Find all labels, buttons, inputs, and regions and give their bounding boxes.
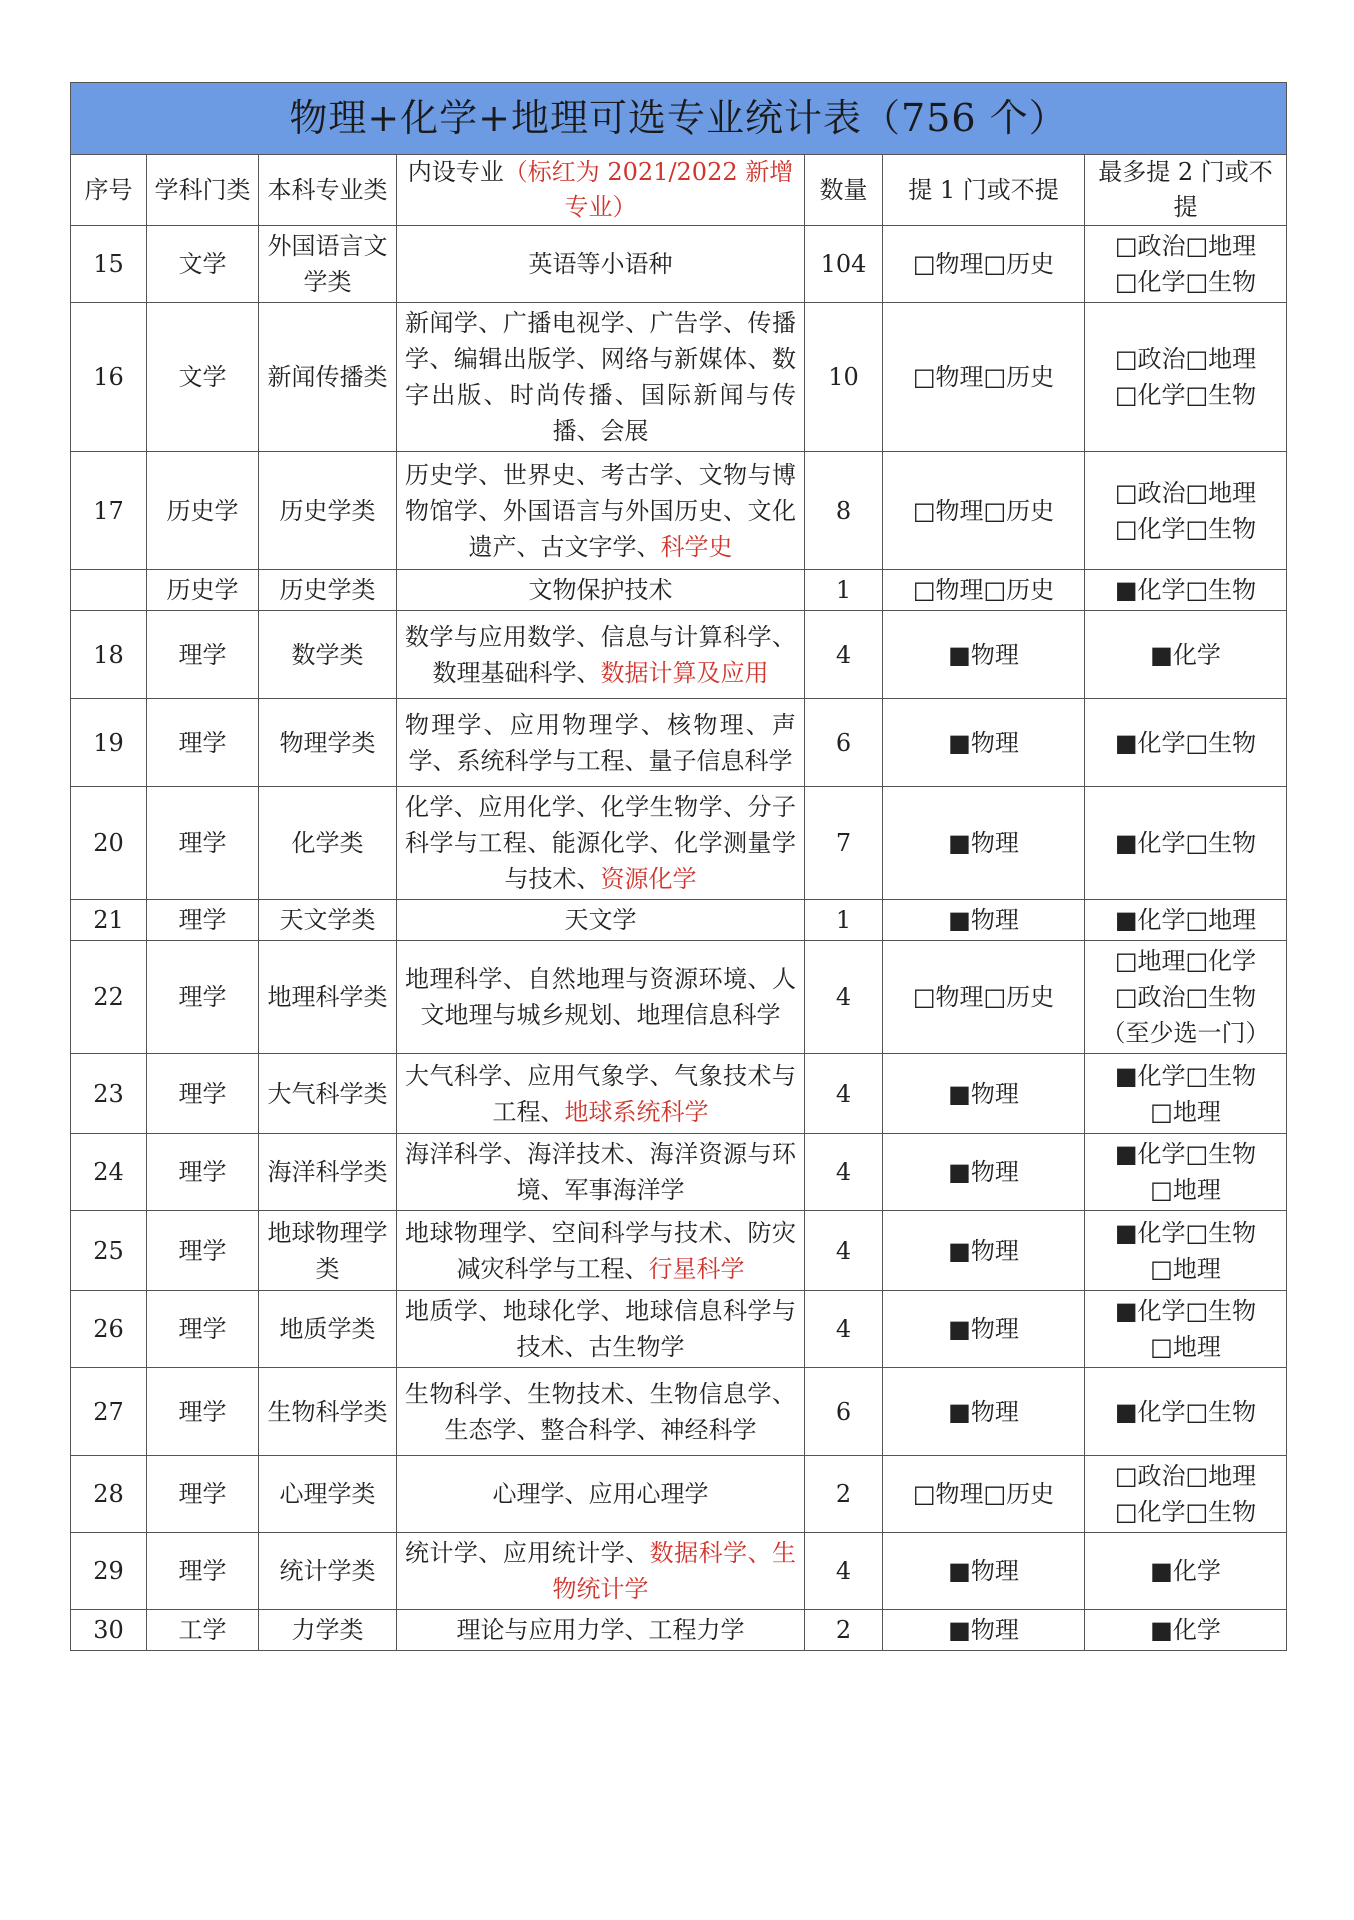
cell-detail — [397, 1054, 805, 1134]
cell-seq: 15 — [71, 226, 147, 303]
table-row — [71, 941, 1287, 1054]
table-row — [71, 1533, 1287, 1610]
cell-detail — [397, 452, 805, 570]
cell-category: 化学类 — [259, 787, 397, 900]
cell-count: 1 — [805, 900, 883, 941]
cell-req1: ■物理 — [883, 1054, 1085, 1134]
major-list-text: 新闻学、广播电视学、广告学、传播学、编辑出版学、网络与新媒体、数字出版、时尚传播、国际新闻与传播、会展 — [405, 309, 796, 445]
cell-req2 — [1085, 570, 1287, 611]
cell-req1: ■物理 — [883, 900, 1085, 941]
req2-line: ■化学□生物 — [1114, 1061, 1257, 1090]
major-list-text: 化学、应用化学、化学生物学、分子科学与工程、能源化学、化学测量学与技术、 — [405, 793, 796, 893]
req2-line: □政治□地理 — [1114, 478, 1257, 507]
req2-line: □化学□生物 — [1114, 514, 1257, 543]
major-list-text: 心理学、应用心理学 — [492, 1480, 709, 1508]
cell-discipline: 理学 — [147, 699, 259, 787]
cell-req1: □物理□历史 — [883, 226, 1085, 303]
cell-discipline: 历史学 — [147, 570, 259, 611]
cell-count: 4 — [805, 1054, 883, 1134]
cell-req1: ■物理 — [883, 787, 1085, 900]
major-list-text: 地球物理学、空间科学与技术、防灾减灾科学与工程、 — [405, 1218, 796, 1283]
cell-category: 物理学类 — [259, 699, 397, 787]
cell-req1: □物理□历史 — [883, 452, 1085, 570]
cell-discipline: 理学 — [147, 1291, 259, 1368]
cell-count: 2 — [805, 1456, 883, 1533]
cell-detail — [397, 1456, 805, 1533]
major-list-text: 物理学、应用物理学、核物理、声学、系统科学与工程、量子信息科学 — [405, 710, 796, 775]
cell-seq: 18 — [71, 611, 147, 699]
major-list-text: 地理科学、自然地理与资源环境、人文地理与城乡规划、地理信息科学 — [405, 965, 796, 1029]
table-row — [71, 1211, 1287, 1291]
cell-discipline: 工学 — [147, 1610, 259, 1651]
cell-detail — [397, 1368, 805, 1456]
cell-req2 — [1085, 303, 1287, 452]
cell-category: 生物科学类 — [259, 1368, 397, 1456]
table-row — [71, 1610, 1287, 1651]
major-list-text: 英语等小语种 — [528, 250, 673, 278]
cell-seq: 26 — [71, 1291, 147, 1368]
cell-req1: ■物理 — [883, 1211, 1085, 1291]
cell-count: 8 — [805, 452, 883, 570]
req2-line: ■化学□生物 — [1114, 1140, 1257, 1168]
major-list-text: 海洋科学、海洋技术、海洋资源与环境、军事海洋学 — [405, 1140, 796, 1204]
cell-discipline: 理学 — [147, 1211, 259, 1291]
req2-line: ■化学□生物 — [1114, 576, 1257, 604]
cell-seq: 23 — [71, 1054, 147, 1134]
cell-req1: ■物理 — [883, 1291, 1085, 1368]
cell-seq: 27 — [71, 1368, 147, 1456]
cell-seq: 30 — [71, 1610, 147, 1651]
cell-category: 历史学类 — [259, 452, 397, 570]
cell-discipline: 历史学 — [147, 452, 259, 570]
cell-req1: □物理□历史 — [883, 303, 1085, 452]
new-major-highlight: 数据计算及应用 — [600, 658, 769, 687]
cell-category: 外国语言文学类 — [259, 226, 397, 303]
cell-count: 6 — [805, 699, 883, 787]
cell-req2 — [1085, 1211, 1287, 1291]
cell-detail — [397, 699, 805, 787]
req2-line: □化学□生物 — [1114, 1498, 1257, 1526]
req2-line: □地理 — [1150, 1254, 1221, 1283]
cell-req2 — [1085, 611, 1287, 699]
new-major-highlight: 行星科学 — [648, 1254, 745, 1283]
cell-seq: 28 — [71, 1456, 147, 1533]
new-major-highlight: 数据科学、生物统计学 — [552, 1539, 797, 1603]
header-detail — [397, 155, 805, 226]
cell-category: 地理科学类 — [259, 941, 397, 1054]
cell-discipline: 文学 — [147, 303, 259, 452]
req2-line: ■化学□生物 — [1114, 829, 1257, 857]
cell-category: 心理学类 — [259, 1456, 397, 1533]
cell-category: 地质学类 — [259, 1291, 397, 1368]
cell-count: 10 — [805, 303, 883, 452]
cell-category: 统计学类 — [259, 1533, 397, 1610]
cell-seq: 17 — [71, 452, 147, 570]
cell-detail — [397, 1533, 805, 1610]
cell-discipline: 理学 — [147, 1456, 259, 1533]
cell-req1: □物理□历史 — [883, 570, 1085, 611]
header-req2: 最多提 2 门或不提 — [1085, 155, 1287, 226]
cell-req2 — [1085, 787, 1287, 900]
cell-discipline: 理学 — [147, 1134, 259, 1211]
cell-req1: ■物理 — [883, 699, 1085, 787]
cell-req1: □物理□历史 — [883, 1456, 1085, 1533]
cell-detail — [397, 787, 805, 900]
cell-req2 — [1085, 941, 1287, 1054]
cell-seq: 24 — [71, 1134, 147, 1211]
cell-detail — [397, 1134, 805, 1211]
major-statistics-table — [70, 82, 1287, 1651]
header-detail-note: （标红为 2021/2022 新增专业） — [503, 158, 794, 221]
major-list-text: 统计学、应用统计学、 — [405, 1539, 650, 1567]
table-row — [71, 303, 1287, 452]
cell-discipline: 理学 — [147, 1054, 259, 1134]
cell-req2 — [1085, 452, 1287, 570]
table-row — [71, 452, 1287, 570]
cell-req2 — [1085, 1291, 1287, 1368]
cell-seq: 25 — [71, 1211, 147, 1291]
cell-detail — [397, 570, 805, 611]
cell-discipline: 理学 — [147, 941, 259, 1054]
req2-line: □政治□地理 — [1114, 232, 1257, 260]
cell-req1: ■物理 — [883, 1134, 1085, 1211]
table-row — [71, 1456, 1287, 1533]
cell-count: 4 — [805, 1533, 883, 1610]
cell-count: 4 — [805, 1211, 883, 1291]
table-row — [71, 1054, 1287, 1134]
cell-req2 — [1085, 1054, 1287, 1134]
req2-line: ■化学□生物 — [1114, 1218, 1257, 1247]
cell-discipline: 理学 — [147, 900, 259, 941]
table-row — [71, 900, 1287, 941]
table-body — [71, 226, 1287, 1651]
header-category: 本科专业类 — [259, 155, 397, 226]
table-row — [71, 226, 1287, 303]
cell-req2 — [1085, 226, 1287, 303]
cell-category: 历史学类 — [259, 570, 397, 611]
req2-line: □化学□生物 — [1114, 268, 1257, 296]
cell-count: 1 — [805, 570, 883, 611]
cell-count: 4 — [805, 1134, 883, 1211]
major-list-text: 理论与应用力学、工程力学 — [456, 1616, 745, 1644]
cell-category: 海洋科学类 — [259, 1134, 397, 1211]
table-row — [71, 699, 1287, 787]
cell-req2 — [1085, 1533, 1287, 1610]
cell-seq: 16 — [71, 303, 147, 452]
cell-discipline: 文学 — [147, 226, 259, 303]
cell-discipline: 理学 — [147, 1368, 259, 1456]
cell-req2 — [1085, 699, 1287, 787]
cell-count: 6 — [805, 1368, 883, 1456]
cell-category: 数学类 — [259, 611, 397, 699]
cell-seq: 22 — [71, 941, 147, 1054]
cell-category: 新闻传播类 — [259, 303, 397, 452]
cell-detail — [397, 1610, 805, 1651]
cell-req2 — [1085, 900, 1287, 941]
req2-line: ■化学□地理 — [1114, 906, 1257, 934]
major-list-text: 生物科学、生物技术、生物信息学、生态学、整合科学、神经科学 — [405, 1379, 796, 1444]
table-title: 物理+化学+地理可选专业统计表（756 个） — [71, 83, 1287, 155]
cell-req1: ■物理 — [883, 611, 1085, 699]
cell-detail — [397, 611, 805, 699]
cell-seq: 21 — [71, 900, 147, 941]
new-major-highlight: 地球系统科学 — [564, 1097, 709, 1126]
major-list-text: 历史学、世界史、考古学、文物与博物馆学、外国语言与外国历史、文化遗产、古文字学、 — [405, 460, 796, 561]
req2-line: （至少选一门） — [1101, 1019, 1270, 1047]
req2-line: □化学□生物 — [1114, 381, 1257, 409]
cell-count: 4 — [805, 611, 883, 699]
req2-line: ■化学 — [1150, 1557, 1221, 1585]
header-discipline: 学科门类 — [147, 155, 259, 226]
major-list-text: 地质学、地球化学、地球信息科学与技术、古生物学 — [405, 1297, 796, 1361]
req2-line: □地理□化学 — [1114, 947, 1257, 975]
major-list-text: 数学与应用数学、信息与计算科学、数理基础科学、 — [405, 622, 796, 687]
cell-category: 大气科学类 — [259, 1054, 397, 1134]
req2-line: ■化学 — [1150, 640, 1221, 669]
cell-count: 2 — [805, 1610, 883, 1651]
cell-count: 7 — [805, 787, 883, 900]
cell-req2 — [1085, 1610, 1287, 1651]
cell-discipline: 理学 — [147, 787, 259, 900]
table-row — [71, 1368, 1287, 1456]
cell-count: 4 — [805, 1291, 883, 1368]
req2-line: ■化学□生物 — [1114, 728, 1257, 757]
cell-req1: ■物理 — [883, 1610, 1085, 1651]
header-detail-label: 内设专业 — [407, 158, 504, 186]
cell-discipline: 理学 — [147, 611, 259, 699]
cell-seq: 29 — [71, 1533, 147, 1610]
table-row — [71, 1134, 1287, 1211]
cell-detail — [397, 941, 805, 1054]
cell-count: 104 — [805, 226, 883, 303]
req2-line: □政治□生物 — [1114, 983, 1257, 1011]
req2-line: ■化学 — [1150, 1616, 1221, 1644]
cell-category: 力学类 — [259, 1610, 397, 1651]
major-statistics-table-container — [70, 82, 1286, 1651]
new-major-highlight: 科学史 — [660, 532, 733, 561]
req2-line: □地理 — [1150, 1097, 1221, 1126]
table-row — [71, 570, 1287, 611]
header-seq: 序号 — [71, 155, 147, 226]
cell-seq — [71, 570, 147, 611]
cell-seq: 20 — [71, 787, 147, 900]
cell-req1: ■物理 — [883, 1368, 1085, 1456]
req2-line: □政治□地理 — [1114, 345, 1257, 373]
cell-seq: 19 — [71, 699, 147, 787]
cell-detail — [397, 226, 805, 303]
req2-line: □政治□地理 — [1114, 1462, 1257, 1490]
major-list-text: 大气科学、应用气象学、气象技术与工程、 — [405, 1061, 796, 1126]
major-list-text: 天文学 — [564, 906, 637, 934]
header-row — [71, 155, 1287, 226]
new-major-highlight: 资源化学 — [600, 865, 697, 893]
cell-req2 — [1085, 1456, 1287, 1533]
header-count: 数量 — [805, 155, 883, 226]
table-row — [71, 1291, 1287, 1368]
table-row — [71, 611, 1287, 699]
req2-line: □地理 — [1150, 1333, 1221, 1361]
cell-req2 — [1085, 1368, 1287, 1456]
cell-discipline: 理学 — [147, 1533, 259, 1610]
header-req1: 提 1 门或不提 — [883, 155, 1085, 226]
req2-line: ■化学□生物 — [1114, 1297, 1257, 1325]
cell-detail — [397, 900, 805, 941]
cell-detail — [397, 1291, 805, 1368]
cell-detail — [397, 303, 805, 452]
major-list-text: 文物保护技术 — [528, 576, 673, 604]
table-row — [71, 787, 1287, 900]
cell-req2 — [1085, 1134, 1287, 1211]
cell-req1: □物理□历史 — [883, 941, 1085, 1054]
req2-line: ■化学□生物 — [1114, 1397, 1257, 1426]
cell-category: 天文学类 — [259, 900, 397, 941]
cell-category: 地球物理学类 — [259, 1211, 397, 1291]
cell-count: 4 — [805, 941, 883, 1054]
cell-req1: ■物理 — [883, 1533, 1085, 1610]
cell-detail — [397, 1211, 805, 1291]
req2-line: □地理 — [1150, 1176, 1221, 1204]
